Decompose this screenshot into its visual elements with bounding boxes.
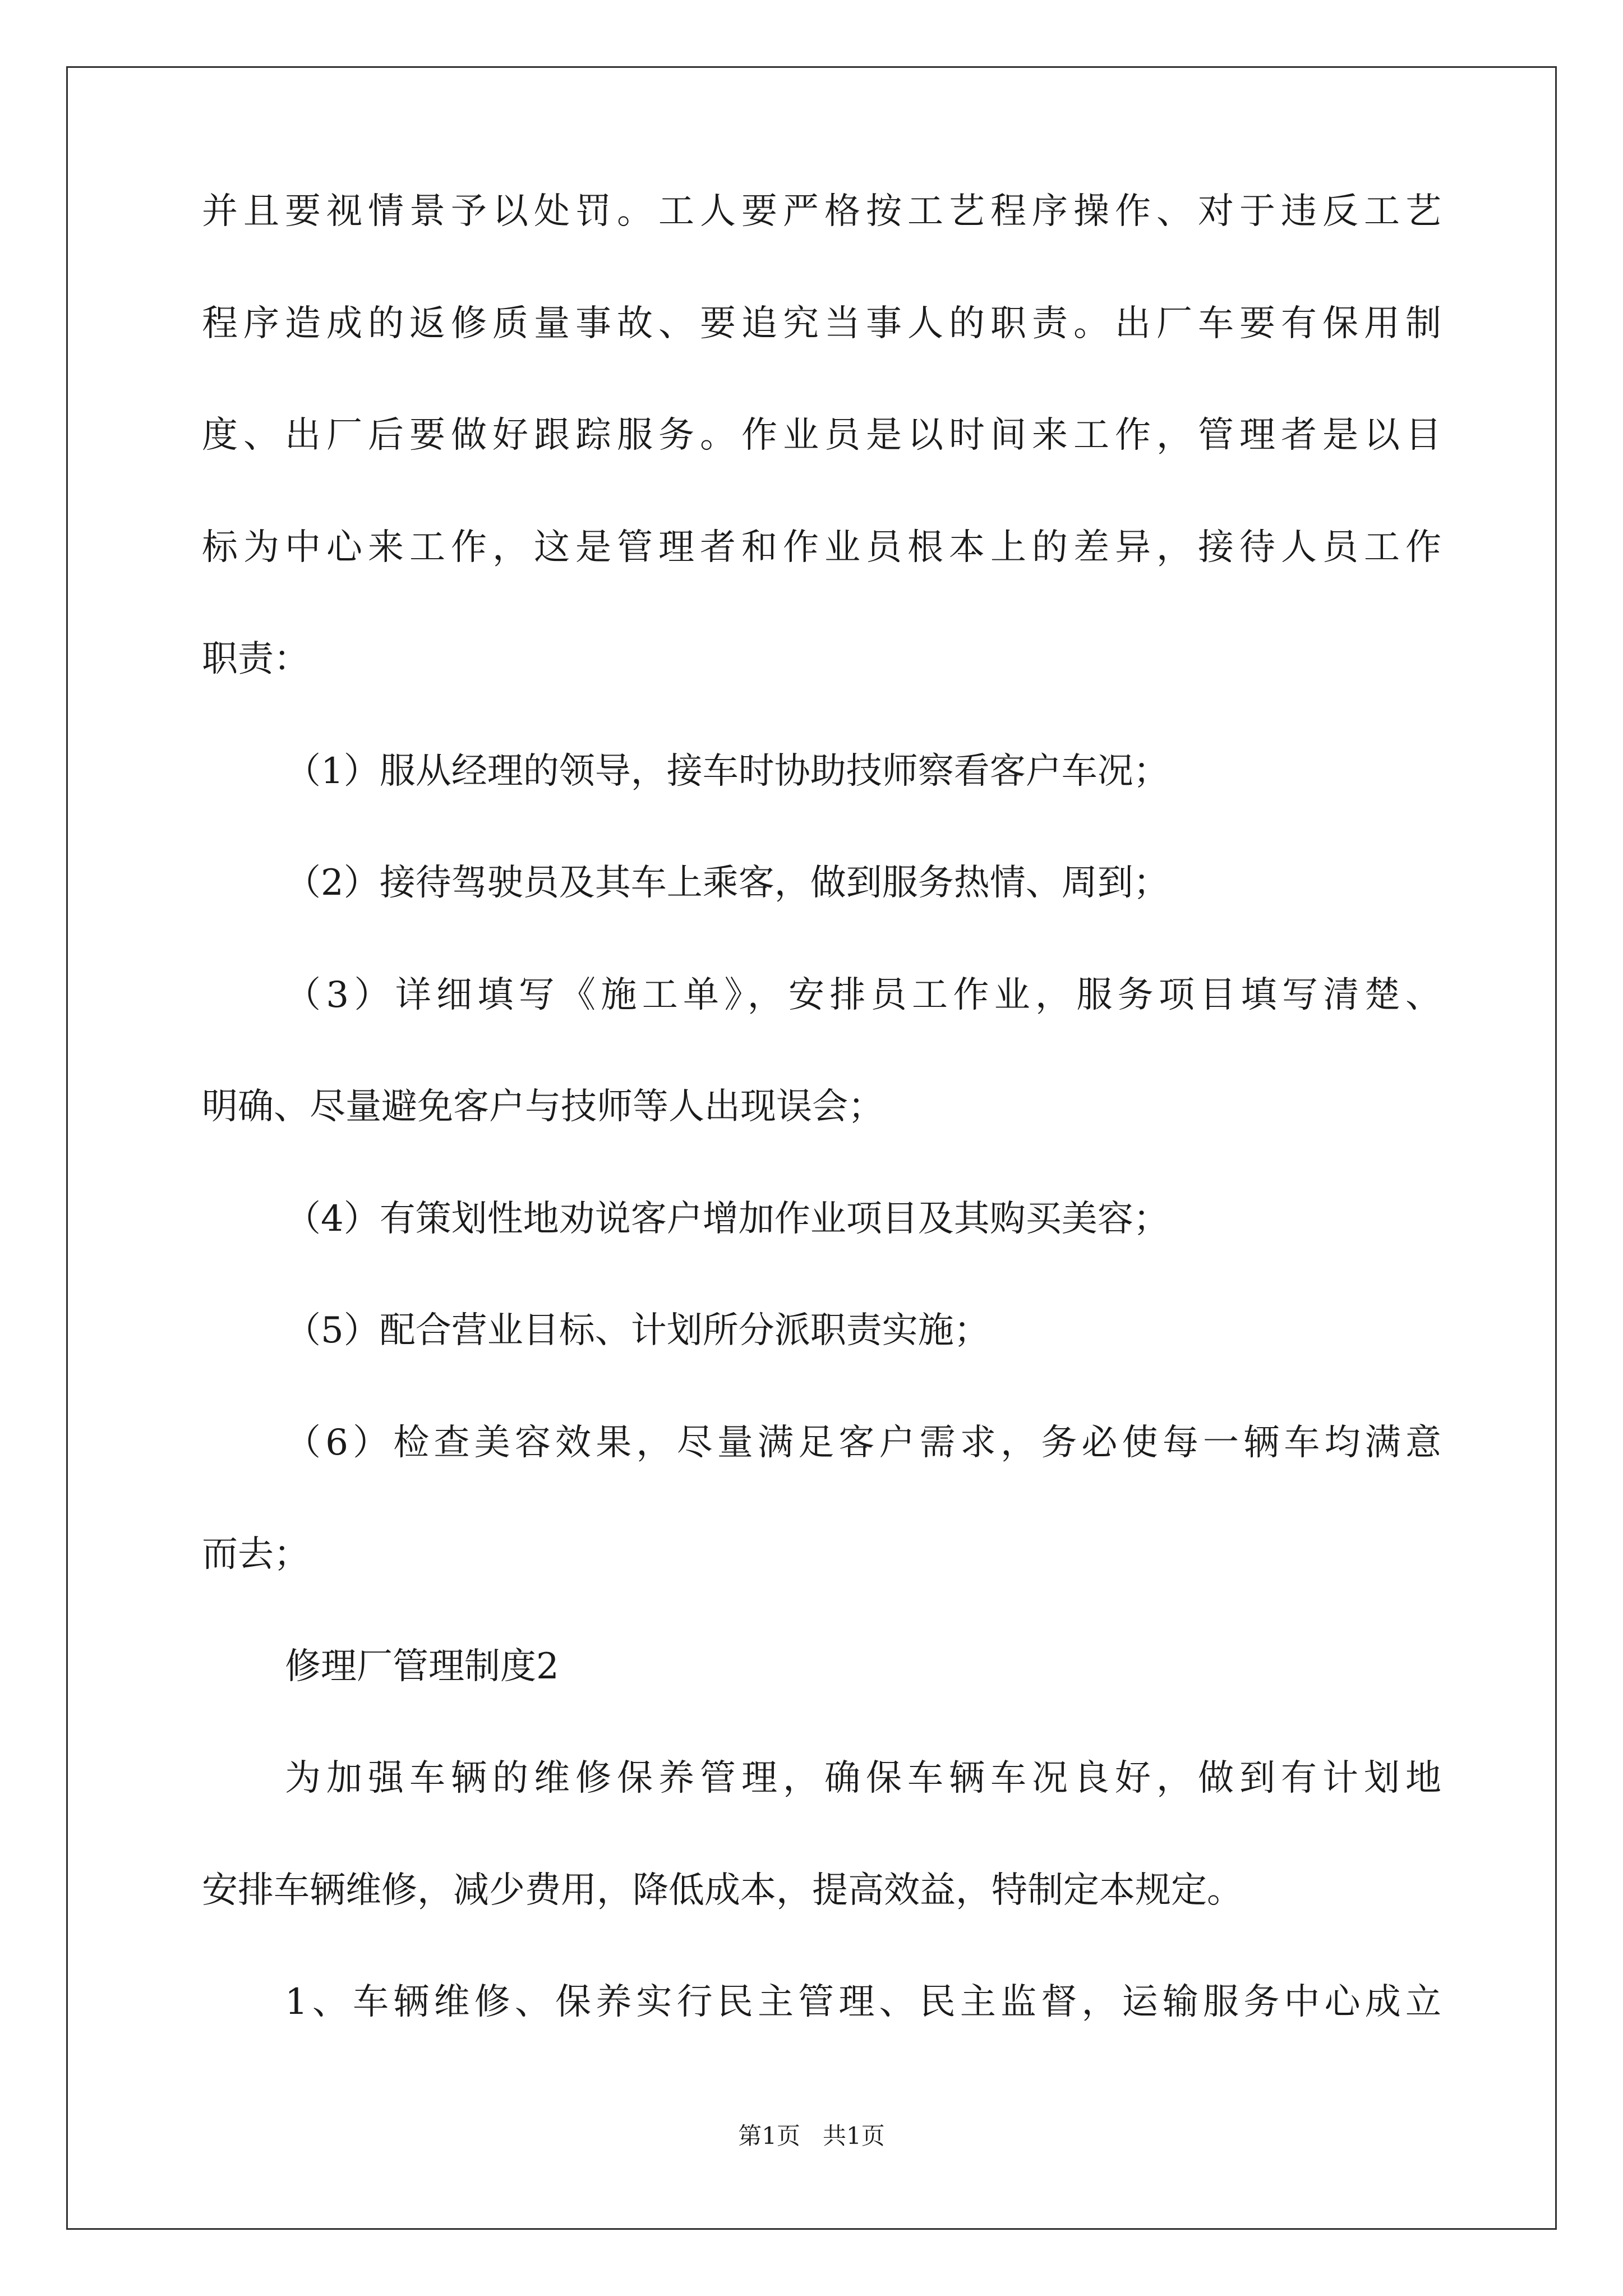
list-item: （1）服从经理的领导，接车时协助技师察看客户车况；	[285, 751, 1169, 792]
list-item: （2）接待驾驶员及其车上乘客，做到服务热情、周到；	[285, 862, 1169, 904]
text-line: 而去；	[202, 1534, 310, 1575]
text-line: 为加强车辆的维修保养管理，确保车辆车况良好，做到有计划地	[285, 1757, 1441, 1799]
text-line: 明确、尽量避免客户与技师等人出现误会；	[202, 1086, 884, 1128]
page-number: 第1页 共1页	[738, 2122, 885, 2150]
text-line: 1、车辆维修、保养实行民主管理、民主监督，运输服务中心成立	[285, 1981, 1441, 2023]
text-line: 并且要视情景予以处罚。工人要严格按工艺程序操作、对于违反工艺	[202, 191, 1441, 232]
text-line: 职责：	[202, 638, 310, 680]
section-heading: 修理厂管理制度2	[285, 1646, 559, 1687]
list-item: （6）检查美容效果，尽量满足客户需求，务必使每一辆车均满意	[285, 1422, 1441, 1464]
text-line: 程序造成的返修质量事故、要追究当事人的职责。出厂车要有保用制	[202, 303, 1441, 344]
text-line: 度、出厂后要做好跟踪服务。作业员是以时间来工作，管理者是以目	[202, 415, 1441, 456]
text-line: 安排车辆维修，减少费用，降低成本，提高效益，特制定本规定。	[202, 1870, 1243, 1911]
list-item: （3）详细填写《施工单》，安排员工作业，服务项目填写清楚、	[285, 974, 1441, 1016]
list-item: （5）配合营业目标、计划所分派职责实施；	[285, 1310, 990, 1351]
text-line: 标为中心来工作，这是管理者和作业员根本上的差异，接待人员工作	[202, 527, 1441, 568]
list-item: （4）有策划性地劝说客户增加作业项目及其购买美容；	[285, 1198, 1169, 1240]
